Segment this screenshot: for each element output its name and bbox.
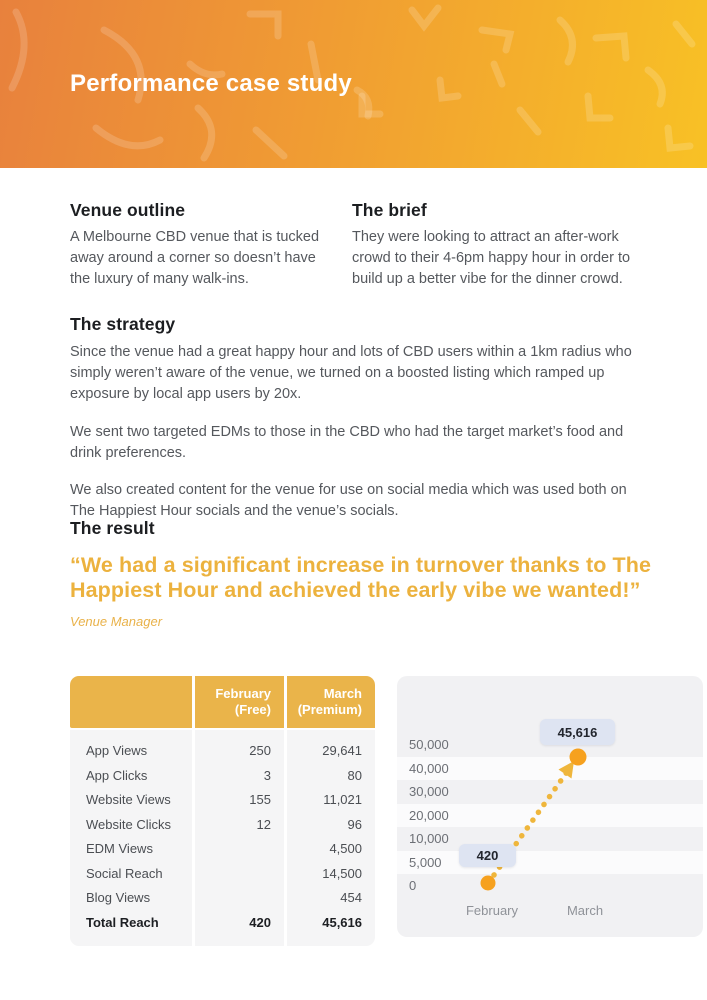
hero-header <box>0 0 707 168</box>
row-feb: 3 <box>195 763 284 788</box>
row-label: EDM Views <box>70 837 192 862</box>
row-label: Website Views <box>70 788 192 813</box>
ytick-5000: 5,000 <box>409 854 442 870</box>
brief-body: They were looking to attract an after-work crowd to their 4-6pm happy hour in order to build up a better vibe for the dinner crowd. <box>352 229 631 287</box>
metrics-row <box>70 676 707 938</box>
strategy-heading: The strategy <box>70 314 176 334</box>
xlabel-march: March <box>566 903 604 918</box>
row-feb: 155 <box>195 788 284 813</box>
ytick-40000: 40,000 <box>409 760 449 776</box>
section-strategy <box>70 314 644 522</box>
ytick-10000: 10,000 <box>409 831 449 846</box>
row-mar: 29,641 <box>287 730 375 763</box>
section-venue-outline <box>70 200 352 290</box>
ytick-0: 0 <box>409 878 417 893</box>
row-feb: 250 <box>195 730 284 763</box>
result-heading: The result <box>70 518 155 538</box>
row-feb <box>195 837 284 862</box>
ytick-50000: 50,000 <box>409 737 449 752</box>
header-cell-february: February (Free) <box>195 676 284 728</box>
row-label: Blog Views <box>70 886 192 911</box>
row-mar: 454 <box>287 886 375 911</box>
point-label-february: 420 <box>459 844 516 867</box>
strategy-paragraph-3: We also created content for the venue for use on social media which was used both on The Happiest Hour socials and the venue’s socials. <box>70 482 627 520</box>
venue-outline-body: A Melbourne CBD venue that is tucked away around a corner so doesn’t have the luxury of many walk-ins. <box>70 229 320 287</box>
row-label: Website Clicks <box>70 812 192 837</box>
testimonial-quote: “We had a significant increase in turnover thanks to The Happiest Hour and achieved the early vibe we wanted!” <box>70 553 652 603</box>
header-cell-blank <box>70 676 192 728</box>
row-mar-total: 45,616 <box>287 910 375 946</box>
row-mar: 14,500 <box>287 861 375 886</box>
metrics-table-header <box>70 676 375 728</box>
row-label-total: Total Reach <box>70 910 192 946</box>
quote-attribution: Venue Manager <box>70 613 163 629</box>
venue-outline-heading: Venue outline <box>70 200 186 220</box>
row-label: Social Reach <box>70 861 192 886</box>
header-cell-march: March (Premium) <box>287 676 375 728</box>
row-feb-total: 420 <box>195 910 284 946</box>
page-title: Performance case study <box>70 70 352 97</box>
trend-line-graphic <box>397 676 703 937</box>
metrics-table-body <box>70 730 375 946</box>
strategy-paragraph-2: We sent two targeted EDMs to those in the CBD who had the target market’s food and drink preferences. <box>70 423 624 461</box>
section-result <box>70 518 656 629</box>
ytick-20000: 20,000 <box>409 807 449 823</box>
point-label-march: 45,616 <box>540 719 615 745</box>
section-brief <box>352 200 648 290</box>
row-label: App Views <box>70 730 192 763</box>
row-label: App Clicks <box>70 763 192 788</box>
row-feb <box>195 886 284 911</box>
row-feb: 12 <box>195 812 284 837</box>
metrics-table <box>70 676 375 946</box>
row-mar: 96 <box>287 812 375 837</box>
xlabel-february: February <box>465 903 519 918</box>
ytick-30000: 30,000 <box>409 784 449 799</box>
row-mar: 80 <box>287 763 375 788</box>
intro-columns <box>70 200 648 290</box>
brief-heading: The brief <box>352 200 427 220</box>
row-feb <box>195 861 284 886</box>
reach-growth-chart <box>397 676 703 937</box>
strategy-paragraph-1: Since the venue had a great happy hour and lots of CBD users within a 1km radius who simply weren’t aware of the venue, we turned on a boosted listing which ramped up exposure by local app users by 20x. <box>70 344 632 402</box>
row-mar: 4,500 <box>287 837 375 862</box>
row-mar: 11,021 <box>287 788 375 813</box>
